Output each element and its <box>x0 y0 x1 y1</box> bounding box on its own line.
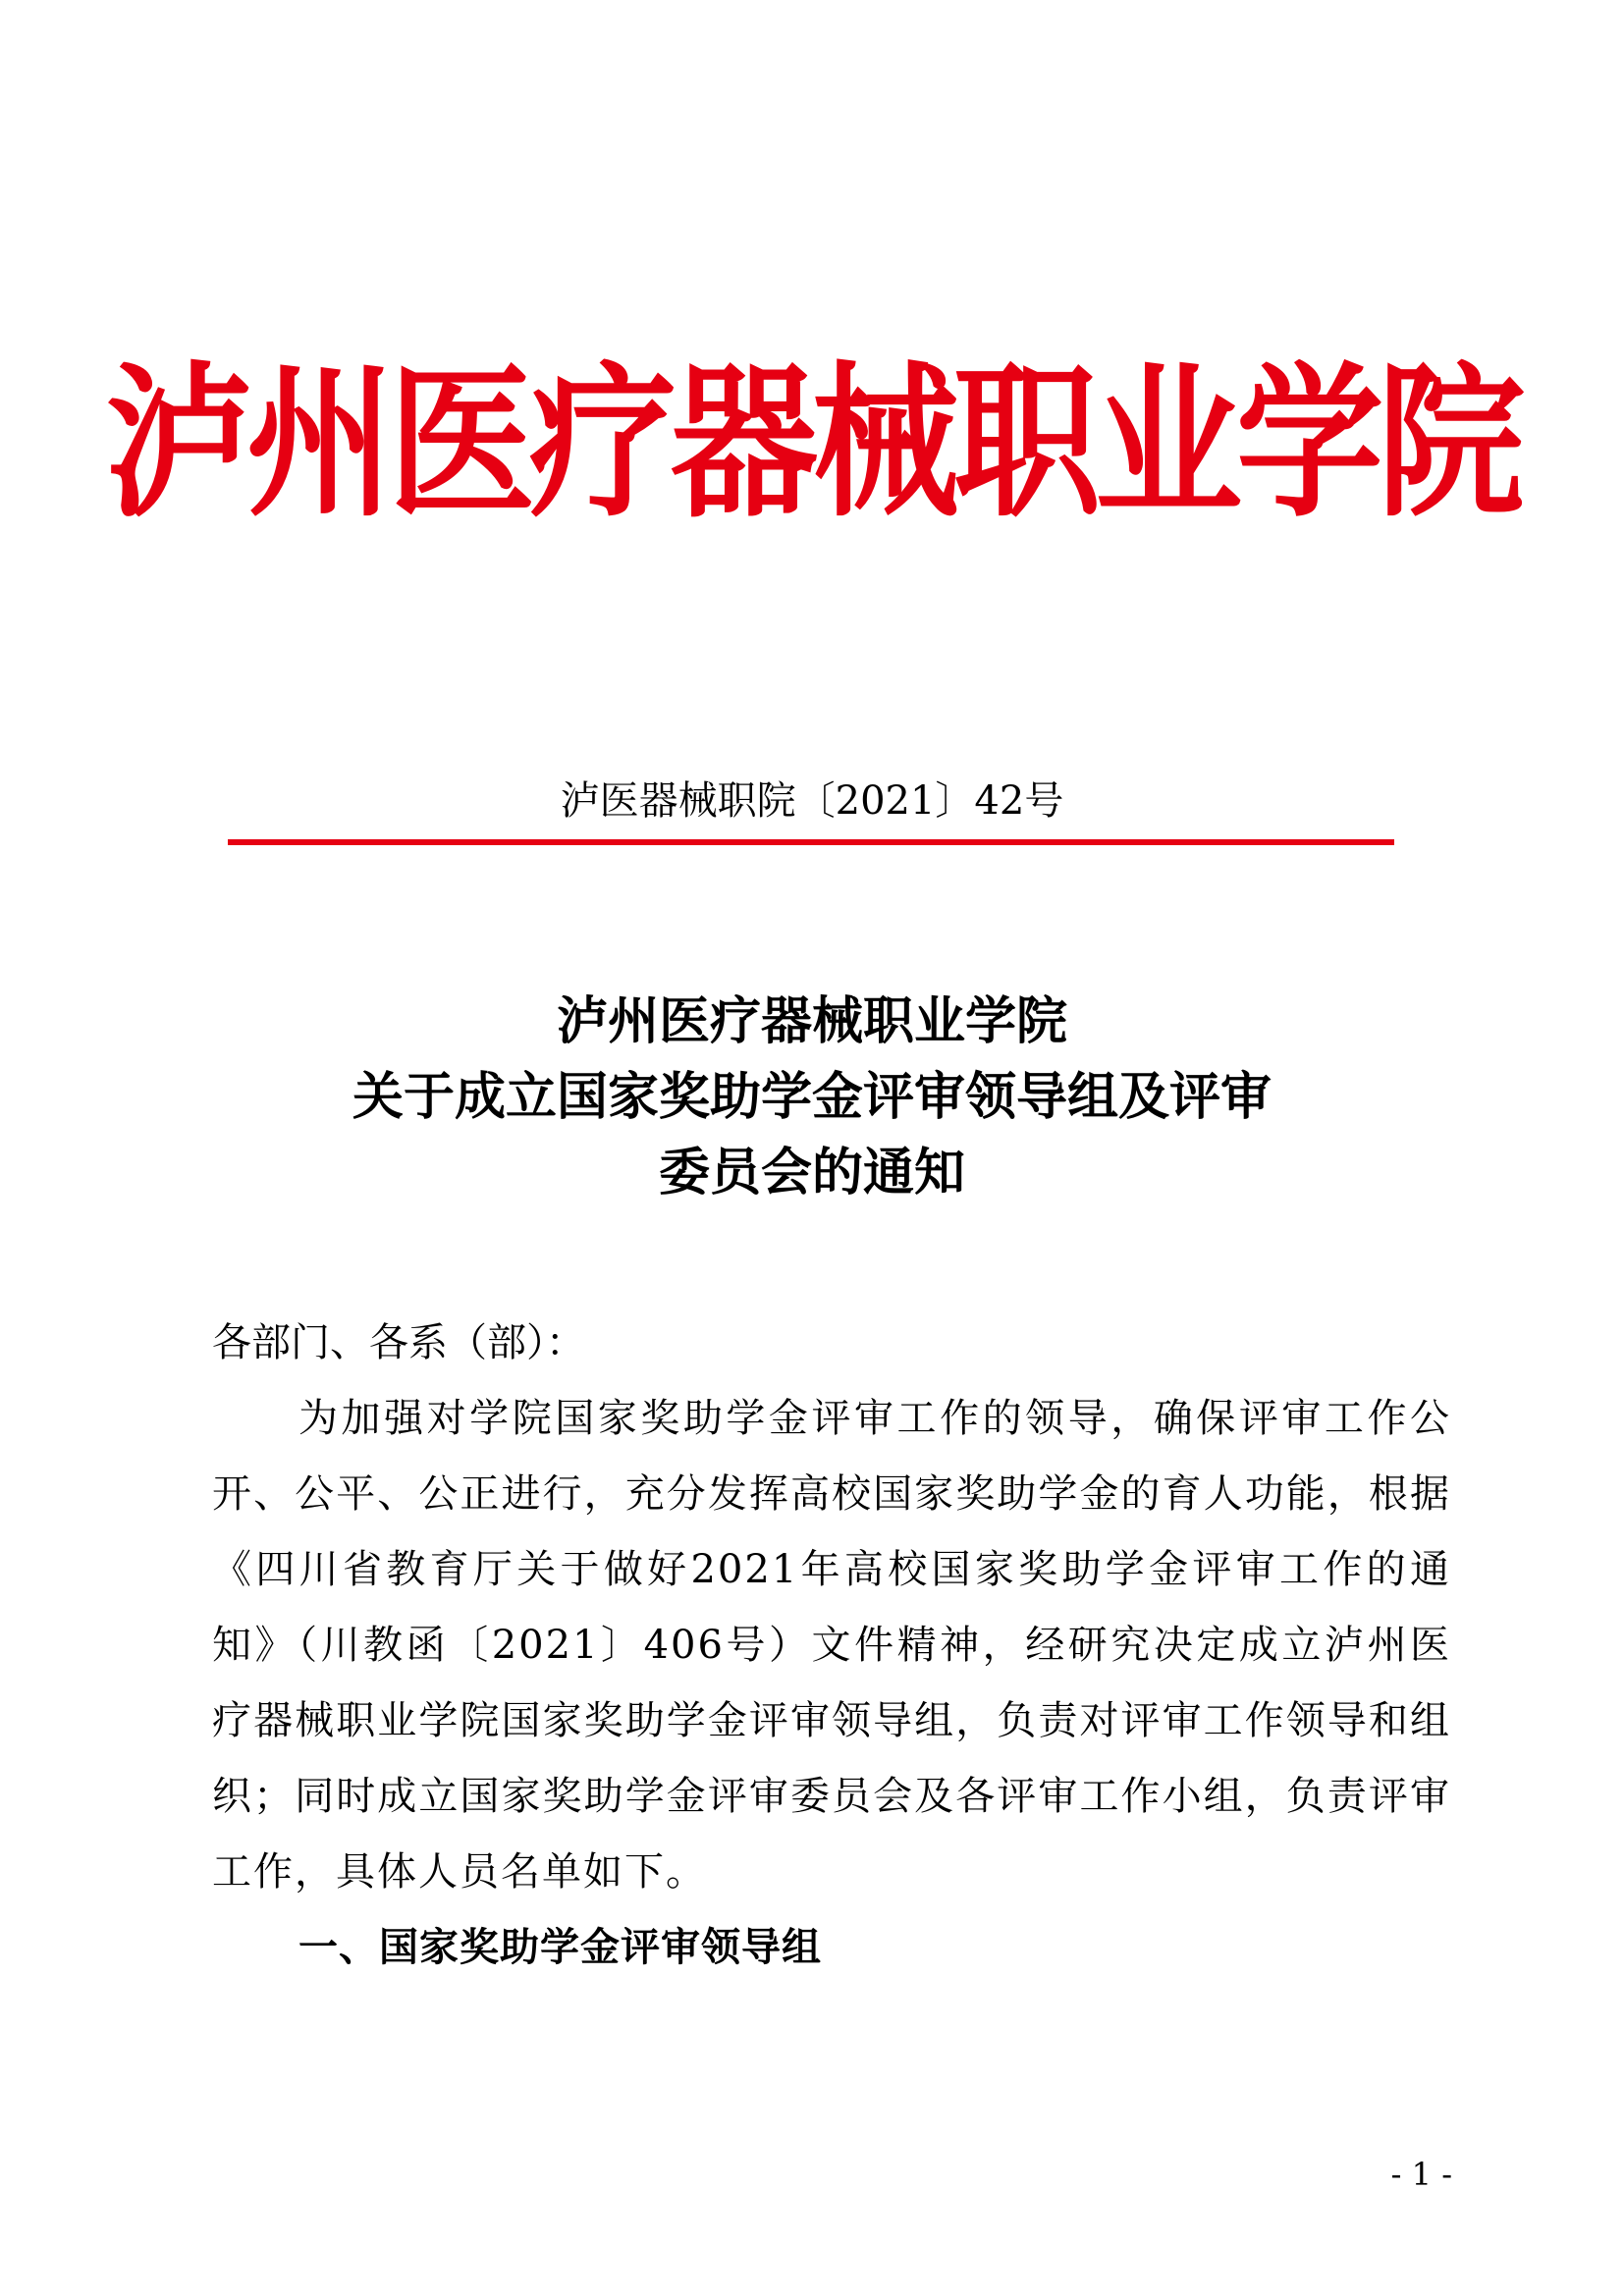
title-line-1: 泸州医疗器械职业学院 <box>556 991 1067 1051</box>
section-heading: 一、国家奖助学金评审领导组 <box>298 1925 822 1970</box>
masthead-title: 泸州医疗器械职业学院 <box>104 346 1519 540</box>
salutation: 各部门、各系（部）： <box>212 1320 585 1365</box>
notice-body <box>212 1306 1451 1986</box>
notice-title <box>0 984 1624 1210</box>
document-number: 泸医器械职院〔2021〕42号 <box>560 778 1064 824</box>
body-paragraph: 为加强对学院国家奖助学金评审工作的领导，确保评审工作公开、公平、公正进行，充分发挥高校国家奖助学金的育人功能，根据《四川省教育厅关于做好2021年高校国家奖助学金评审工作的通知》（川教函〔2021〕406号）文件精神，经研究决定成立泸州医疗器械职业学院国家奖助学金评审领导组，负责对评审工作领导和组织；同时成立国家奖助学金评审委员会及各评审工作小组，负责评审工作，具体人员名单如下。 <box>212 1396 1451 1895</box>
page-number: - 1 - <box>1390 2156 1452 2193</box>
red-separator-line <box>228 839 1394 845</box>
title-line-2: 关于成立国家奖助学金评审领导组及评审 <box>352 1067 1272 1127</box>
title-line-3: 委员会的通知 <box>658 1143 965 1202</box>
